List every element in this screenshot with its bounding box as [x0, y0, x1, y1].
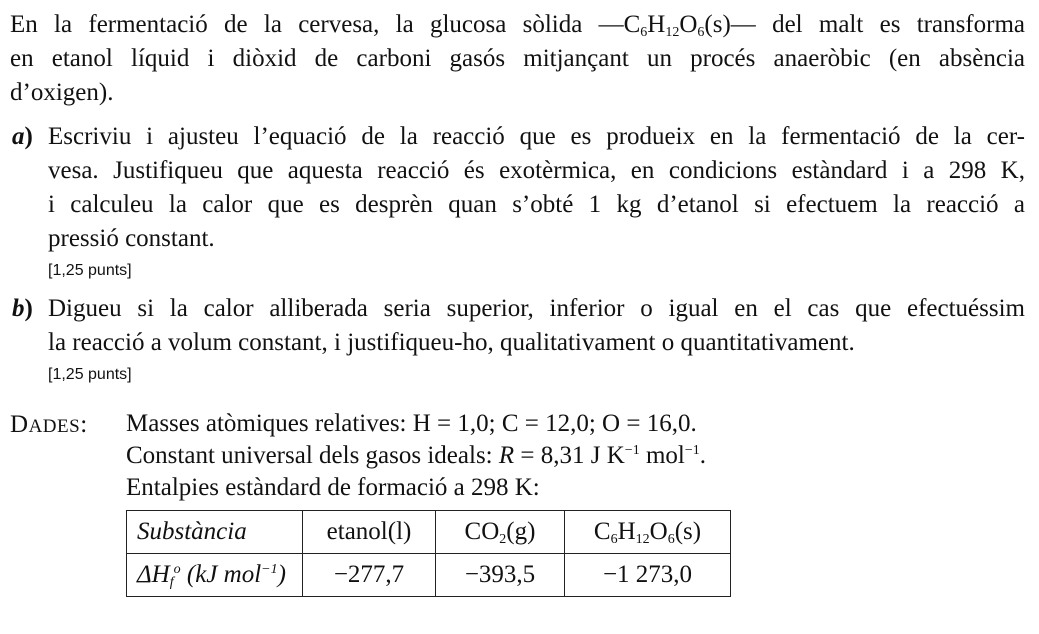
question-a-line: Escriviu i ajusteu l’equació de la reacció que es produeix en la fermentació de la cer-: [48, 123, 1025, 150]
enthalpy-table: [126, 510, 731, 597]
intro-line-3: d’oxigen).: [10, 79, 114, 106]
table-row: [127, 554, 731, 597]
question-a: [10, 120, 1025, 282]
table-cell-glucose: −1 273,0: [565, 554, 731, 597]
table-header-substance: Substància: [127, 511, 303, 554]
question-a-letter: a): [12, 123, 33, 150]
question-a-line: pressió constant.: [48, 225, 215, 252]
question-a-body: [48, 120, 1025, 282]
intro-paragraph: [10, 8, 1025, 110]
question-a-line: i calculeu la calor que es desprèn quan s’obté 1 kg d’etanol si efectuem la reacció a: [48, 191, 1025, 218]
intro-line-2: en etanol líquid i diòxid de carboni gasós mitjançant un procés anaeròbic (en absència: [10, 45, 1025, 72]
atomic-masses: Masses atòmiques relatives: H = 1,0; C = 12,0; O = 16,0.: [126, 410, 697, 437]
question-b-points: [1,25 punts]: [48, 366, 132, 383]
data-section: [10, 408, 1025, 597]
enthalpies-heading: Entalpies estàndard de formació a 298 K:: [126, 474, 540, 501]
table-header-glucose: $C_6H_{12}O_6(s)$: [565, 511, 731, 554]
question-b-letter: b): [12, 295, 33, 322]
table-row-label: $\Delta H_f^o$ (kJ mol$^{-1}$): [127, 554, 303, 597]
table-cell-ethanol: −277,7: [303, 554, 436, 597]
table-header-ethanol: etanol(l): [303, 511, 436, 554]
question-a-points: [1,25 punts]: [48, 262, 132, 279]
exam-page: [10, 8, 1025, 597]
table-header-row: [127, 511, 731, 554]
question-b: [10, 292, 1025, 386]
intro-line-1: En la fermentació de la cervesa, la glucosa sòlida $—C_6H_{12}O_6(s)—$ del malt es transforma: [10, 11, 1025, 40]
question-b-body: [48, 292, 1025, 386]
question-a-line: vesa. Justifiqueu que aquesta reacció és exotèrmica, en condicions estàndard i a 298 K,: [48, 157, 1025, 184]
table-cell-co2: −393,5: [436, 554, 565, 597]
table-header-co2: $CO_2(g)$: [436, 511, 565, 554]
data-label: DADES:: [10, 411, 88, 438]
question-b-line: la reacció a volum constant, i justifiqueu-ho, qualitativament o quantitativament.: [48, 329, 855, 356]
question-b-line: Digueu si la calor alliberada seria superior, inferior o igual en el cas que efectuéssim: [48, 295, 1025, 322]
gas-constant: Constant universal dels gasos ideals: R = 8,31 J $K^{-1}$ mol$^{-1}$.: [126, 442, 707, 469]
data-body: [126, 408, 1025, 597]
